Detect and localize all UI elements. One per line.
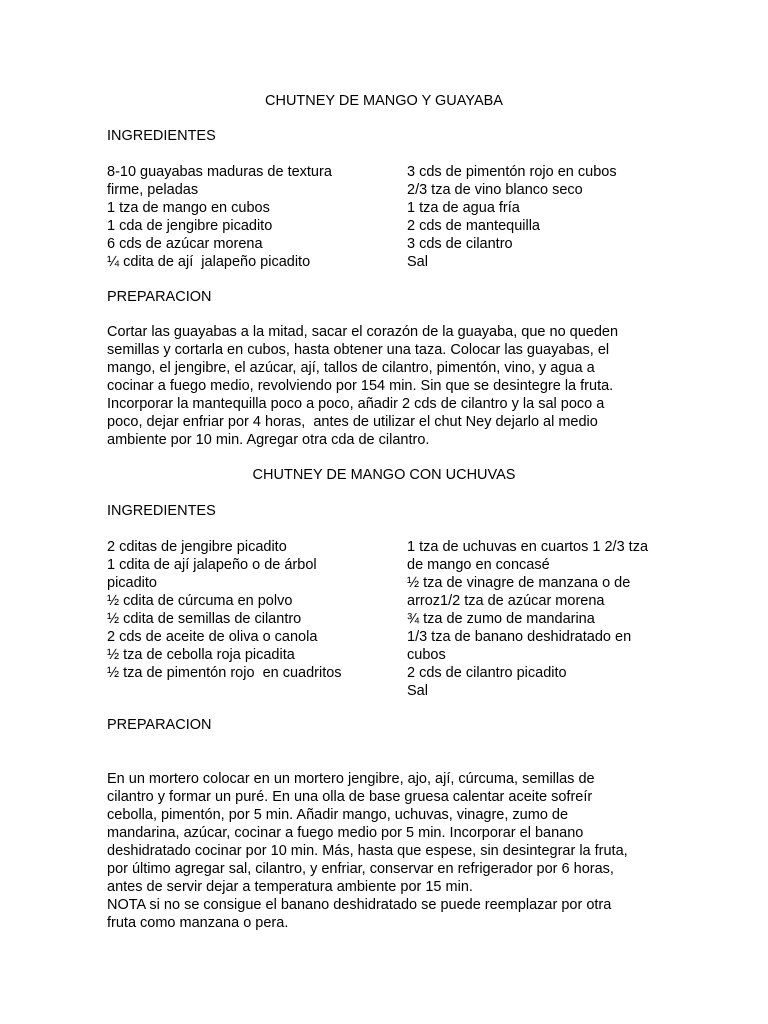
ingredient-line: cubos (407, 647, 446, 663)
recipe2-title: CHUTNEY DE MANGO CON UCHUVAS (252, 467, 516, 483)
ingredient-line: Sal (407, 254, 428, 270)
ingredient-line: ¼ cdita de ají jalapeño picadito (107, 254, 311, 270)
ingredient-line: 2 cds de aceite de oliva o canola (107, 629, 318, 645)
preparation-line: En un mortero colocar en un mortero jengibre, ajo, ají, cúrcuma, semillas de (107, 771, 595, 787)
ingredient-line: ½ cdita de cúrcuma en polvo (107, 593, 293, 609)
ingredient-line: firme, peladas (107, 182, 199, 198)
ingredient-line: ½ tza de pimentón rojo en cuadritos (107, 665, 342, 681)
ingredient-line: ¾ tza de zumo de mandarina (407, 611, 595, 627)
recipe1-ingredients-left (107, 163, 332, 271)
ingredient-line: 3 cds de pimentón rojo en cubos (407, 164, 617, 180)
ingredient-line: ½ cdita de semillas de cilantro (107, 611, 302, 627)
preparation-line: cebolla, pimentón, por 5 min. Añadir mango, uchuvas, vinagre, zumo de (107, 807, 569, 823)
ingredient-line: 2 cds de cilantro picadito (407, 665, 567, 681)
ingredient-line: 3 cds de cilantro (407, 236, 513, 252)
recipe1-ingredients-heading: INGREDIENTES (107, 128, 216, 144)
preparation-line: antes de servir dejar a temperatura ambiente por 15 min. (107, 879, 473, 895)
preparation-line: mango, el jengibre, el azúcar, ají, tallos de cilantro, pimentón, vino, y agua a (107, 360, 595, 376)
preparation-line: Incorporar la mantequilla poco a poco, añadir 2 cds de cilantro y la sal poco a (107, 396, 605, 412)
ingredient-line: 2 cditas de jengibre picadito (107, 539, 287, 555)
recipe2-preparation-text (107, 770, 652, 932)
ingredient-line: 6 cds de azúcar morena (107, 236, 263, 252)
preparation-line: cilantro y formar un puré. En una olla de base gruesa calentar aceite sofreír (107, 789, 593, 805)
ingredient-line: 1 tza de uchuvas en cuartos 1 2/3 tza (407, 539, 649, 555)
preparation-line: semillas y cortarla en cubos, hasta obtener una taza. Colocar las guayabas, el (107, 342, 610, 358)
ingredient-line: 1 cda de jengibre picadito (107, 218, 273, 234)
ingredient-line: 1/3 tza de banano deshidratado en (407, 629, 632, 645)
ingredient-line: 2 cds de mantequilla (407, 218, 540, 234)
recipe2-preparation-heading: PREPARACION (107, 717, 212, 733)
preparation-line: ambiente por 10 min. Agregar otra cda de cilantro. (107, 432, 430, 448)
preparation-line: Cortar las guayabas a la mitad, sacar el corazón de la guayaba, que no queden (107, 324, 619, 340)
recipe2-ingredients-right (407, 538, 648, 700)
ingredient-line: arroz1/2 tza de azúcar morena (407, 593, 605, 609)
ingredient-line: 1 tza de agua fría (407, 200, 520, 216)
ingredient-line: de mango en concasé (407, 557, 550, 573)
preparation-line: deshidratado cocinar por 10 min. Más, hasta que espese, sin desintegrar la fruta, (107, 843, 628, 859)
recipe1-ingredients-right (407, 163, 617, 271)
ingredient-line: ½ tza de vinagre de manzana o de (407, 575, 631, 591)
recipe2-ingredients-heading: INGREDIENTES (107, 503, 216, 519)
recipe2-ingredients-left (107, 538, 342, 682)
recipe1-title: CHUTNEY DE MANGO Y GUAYABA (265, 93, 503, 109)
ingredient-line: picadito (107, 575, 157, 591)
nota-line: NOTA si no se consigue el banano deshidratado se puede reemplazar por otra (107, 897, 612, 913)
preparation-line: por último agregar sal, cilantro, y enfriar, conservar en refrigerador por 6 horas, (107, 861, 614, 877)
ingredient-line: 1 cdita de ají jalapeño o de árbol (107, 557, 317, 573)
ingredient-line: 8-10 guayabas maduras de textura (107, 164, 332, 180)
preparation-line: cocinar a fuego medio, revolviendo por 154 min. Sin que se desintegre la fruta. (107, 378, 614, 394)
recipe1-preparation-heading: PREPARACION (107, 289, 212, 305)
ingredient-line: 1 tza de mango en cubos (107, 200, 270, 216)
ingredient-line: 2/3 tza de vino blanco seco (407, 182, 583, 198)
recipe1-preparation-text (107, 323, 652, 449)
preparation-line: poco, dejar enfriar por 4 horas, antes de utilizar el chut Ney dejarlo al medio (107, 414, 598, 430)
nota-line: fruta como manzana o pera. (107, 915, 289, 931)
ingredient-line: Sal (407, 683, 428, 699)
ingredient-line: ½ tza de cebolla roja picadita (107, 647, 295, 663)
preparation-line: mandarina, azúcar, cocinar a fuego medio por 5 min. Incorporar el banano (107, 825, 584, 841)
